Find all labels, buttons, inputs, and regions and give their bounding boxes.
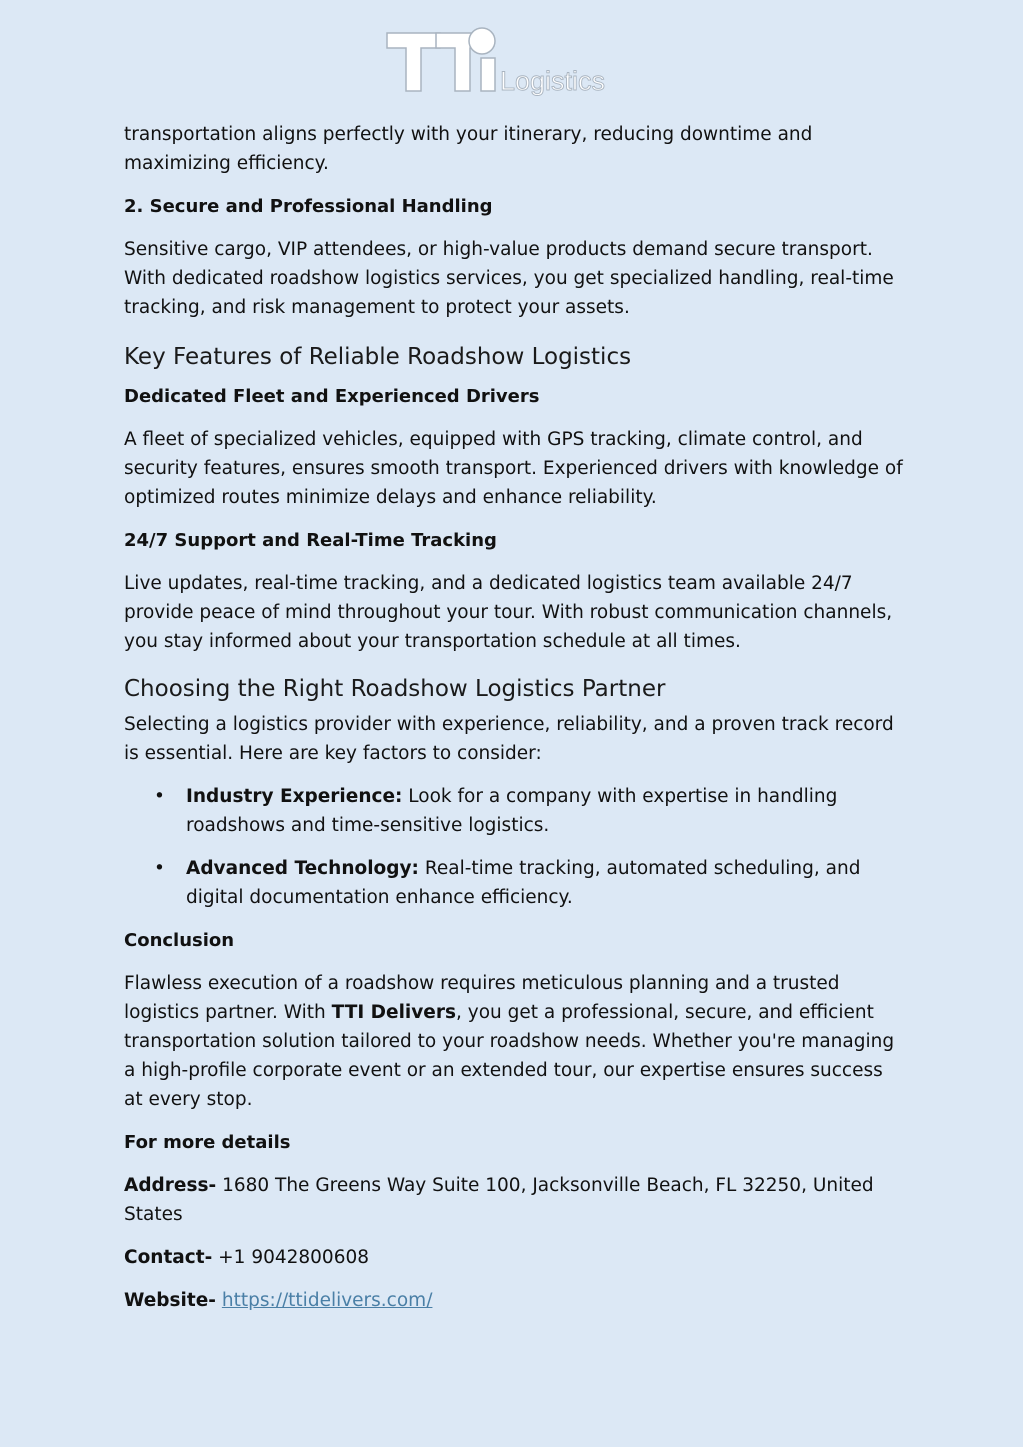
support-paragraph: Live updates, real-time tracking, and a dedicated logistics team available 24/7 provide peace of mind throughout your tour. With robust communication channels, you stay informed about your transportation schedule at all times. xyxy=(124,573,893,652)
contact-label: Contact- xyxy=(124,1247,213,1268)
address-label: Address- xyxy=(124,1175,217,1196)
bullet-icon: • xyxy=(154,786,165,807)
secure-handling-paragraph: Sensitive cargo, VIP attendees, or high-value products demand secure transport. With dedicated roadshow logistics services, you get specialized handling, real-time tracking, and risk management to protect your assets. xyxy=(124,239,894,318)
list-item xyxy=(124,854,904,912)
support-heading: 24/7 Support and Real-Time Tracking xyxy=(124,530,497,551)
conclusion-heading: Conclusion xyxy=(124,930,235,951)
contact-line xyxy=(124,1243,904,1272)
address-line xyxy=(124,1171,904,1229)
conclusion-paragraph xyxy=(124,969,904,1114)
choosing-intro-paragraph: Selecting a logistics provider with experience, reliability, and a proven track record is essential. Here are key factors to consider: xyxy=(124,714,894,764)
website-link[interactable]: https://ttidelivers.com/ xyxy=(221,1290,433,1311)
secure-handling-heading: 2. Secure and Professional Handling xyxy=(124,196,493,217)
tti-logistics-logo xyxy=(386,26,611,98)
logo-graphic xyxy=(386,26,611,98)
website-line xyxy=(124,1286,904,1315)
list-item xyxy=(124,782,904,840)
factor-text: Look for a company with expertise in handling roadshows and time-sensitive logistics. xyxy=(186,786,838,836)
factor-text: Real-time tracking, automated scheduling, and digital documentation enhance efficiency. xyxy=(186,858,861,908)
choosing-partner-heading: Choosing the Right Roadshow Logistics Partner xyxy=(124,676,666,702)
contact-value: +1 9042800608 xyxy=(212,1247,370,1268)
brand-name: TTI Delivers xyxy=(331,1002,456,1023)
bullet-icon: • xyxy=(154,858,165,879)
logo-wordmark: Logistics xyxy=(500,66,606,96)
conclusion-text-before: Flawless execution of a roadshow requires meticulous planning and a trusted logistics partner. With xyxy=(124,973,840,1023)
conclusion-text-after: , you get a professional, secure, and efficient transportation solution tailored to your roadshow needs. Whether you're managing a high-profile corporate event or an extended tour, our expertise ensures success at every stop. xyxy=(124,1002,895,1110)
key-features-heading: Key Features of Reliable Roadshow Logistics xyxy=(124,344,632,370)
details-heading: For more details xyxy=(124,1132,291,1153)
factors-list xyxy=(124,782,904,912)
intro-paragraph: transportation aligns perfectly with your itinerary, reducing downtime and maximizing efficiency. xyxy=(124,124,813,174)
document-body xyxy=(124,120,904,1329)
factor-label: Industry Experience: xyxy=(186,786,403,807)
fleet-heading: Dedicated Fleet and Experienced Drivers xyxy=(124,386,540,407)
fleet-paragraph: A fleet of specialized vehicles, equipped with GPS tracking, climate control, and security features, ensures smooth transport. Experienced drivers with knowledge of optimized routes minimize delays and enhance reliability. xyxy=(124,429,903,508)
factor-label: Advanced Technology: xyxy=(186,858,419,879)
address-value: 1680 The Greens Way Suite 100, Jacksonville Beach, FL 32250, United States xyxy=(124,1175,874,1225)
website-label: Website- xyxy=(124,1290,216,1311)
